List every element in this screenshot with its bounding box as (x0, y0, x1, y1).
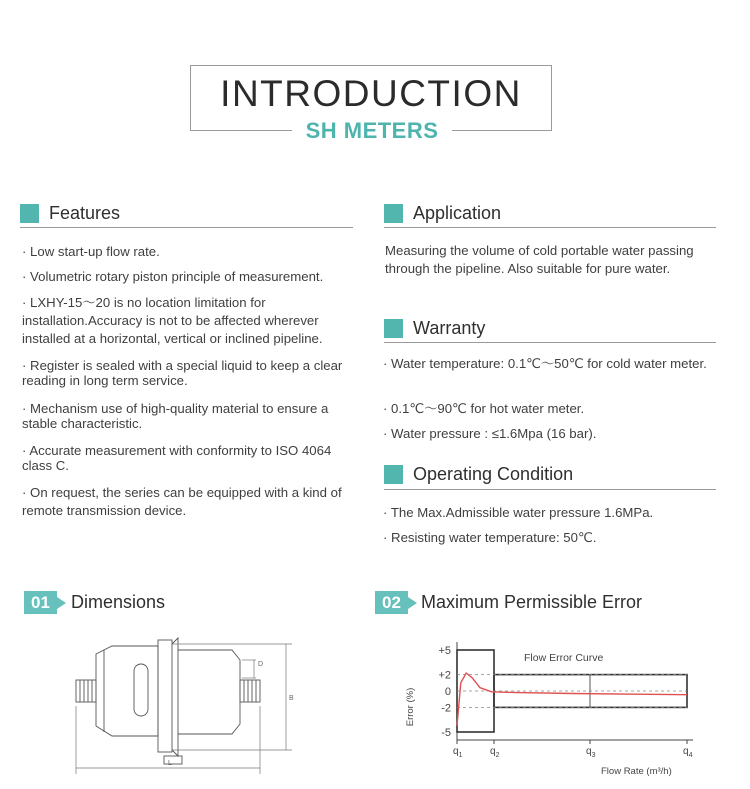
warranty-header (384, 317, 485, 339)
application-text: Measuring the volume of cold portable water passing through the pipeline. Also suitable for pure water. (385, 243, 694, 276)
features-item-5: · Mechanism use of high-quality material to ensure a stable characteristic. (22, 401, 329, 431)
x-tick-label: $q_2$ (490, 746, 500, 759)
operating-title: Operating Condition (413, 463, 574, 484)
page-subtitle: SH METERS (292, 117, 452, 145)
y-axis-label: Error (%) (405, 687, 416, 727)
application-divider (384, 227, 716, 228)
flow-error-chart (395, 640, 705, 785)
dimensions-title: Dimensions (71, 592, 166, 612)
dimensions-number-badge: 01 (24, 591, 57, 614)
warranty-item-1: · Water temperature: 0.1℃～50℃ for cold water meter. (383, 356, 707, 371)
square-bullet-icon (384, 319, 403, 338)
page-title: INTRODUCTION (220, 73, 522, 114)
features-item-7: · On request, the series can be equipped with a kind of remote transmission device. (22, 485, 342, 518)
square-bullet-icon (384, 465, 403, 484)
error-curve-series (457, 673, 687, 725)
features-divider (20, 227, 353, 228)
application-header (384, 202, 501, 224)
meter-body-left (96, 646, 158, 736)
inlet-connector (76, 680, 96, 702)
error-number-badge: 02 (375, 591, 408, 614)
warranty-item-3: · Water pressure : ≤1.6Mpa (16 bar). (383, 426, 597, 441)
meter-dimension-drawing (60, 628, 300, 778)
x-tick-label: $q_3$ (586, 746, 596, 759)
y-tick-label: 0 (444, 686, 451, 698)
diameter-label: D (258, 661, 264, 668)
operating-item-1: · The Max.Admissible water pressure 1.6MPa. (383, 505, 654, 520)
error-title: Maximum Permissible Error (421, 592, 643, 612)
register-flange (158, 640, 172, 752)
application-title: Application (413, 202, 502, 223)
features-header (20, 202, 120, 224)
x-axis-label: Flow Rate (m³/h) (601, 766, 672, 777)
y-tick-label: -5 (441, 727, 451, 739)
features-item-6: · Accurate measurement with conformity to ISO 4064 class C. (22, 443, 332, 473)
y-tick-label: -2 (441, 702, 451, 715)
operating-item-2: · Resisting water temperature: 50℃. (383, 530, 597, 545)
x-tick-label: $q_4$ (683, 746, 693, 759)
length-label: L (168, 760, 172, 767)
warranty-title: Warranty (413, 317, 486, 338)
y-tick-label: +5 (438, 645, 451, 657)
chart-title: Flow Error Curve (524, 652, 604, 664)
features-item-3: · LXHY-15～20 is no location limitation for installation.Accuracy is not to be affected wherever installed at a horizontal, vertical or inclined pipeline. (22, 295, 323, 346)
warranty-item-2: · 0.1℃～90℃ for hot water meter. (383, 401, 585, 416)
features-title: Features (49, 202, 121, 223)
register-housing (178, 650, 240, 734)
features-item-2: · Volumetric rotary piston principle of measurement. (22, 269, 324, 284)
x-tick-label: $q_1$ (453, 746, 463, 759)
sight-slot (134, 664, 148, 716)
outlet-connector (240, 680, 260, 702)
features-item-4: · Register is sealed with a special liquid to keep a clear reading in long term service. (22, 358, 343, 388)
y-tick-label: +2 (438, 669, 451, 682)
operating-divider (384, 489, 716, 490)
warranty-divider (384, 342, 716, 343)
features-item-1: · Low start-up flow rate. (22, 244, 160, 259)
operating-header (384, 463, 573, 485)
square-bullet-icon (384, 204, 403, 223)
height-label: B (289, 695, 294, 702)
square-bullet-icon (20, 204, 39, 223)
